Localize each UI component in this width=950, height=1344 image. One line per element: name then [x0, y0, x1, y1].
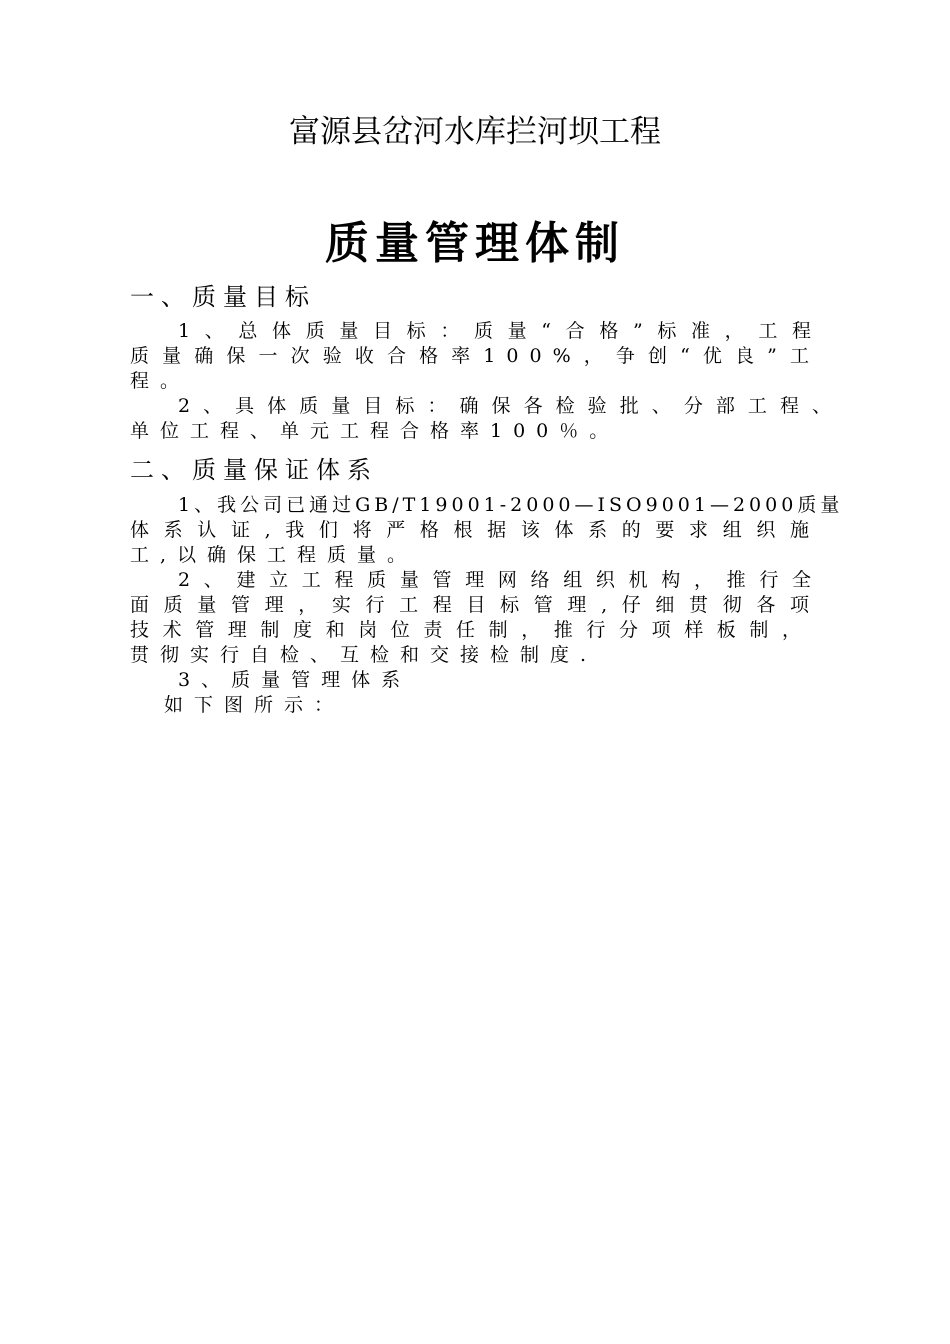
paragraph-line: 1、我公司已通过GB/T19001-2000—ISO9001—2000质量 — [178, 494, 844, 516]
paragraph-line: 工,以确保工程质量。 — [130, 544, 418, 566]
paragraph-line: 2、建立工程质量管理网络组织机构，推行全 — [178, 569, 822, 591]
paragraph-line: 3、质量管理体系 — [178, 669, 412, 691]
paragraph-line: 1、总体质量目标：质量“合格”标准，工程 — [178, 320, 822, 342]
paragraph-line: 质量确保一次验收合格率100%，争创“优良”工 — [130, 345, 820, 367]
paragraph-line: 体系认证,我们将严格根据该体系的要求组织施 — [130, 519, 820, 541]
paragraph-line: 如下图所示： — [164, 694, 345, 716]
section-heading-quality-assurance: 二、质量保证体系 — [130, 456, 378, 484]
project-title: 富源县岔河水库拦河坝工程 — [289, 114, 661, 150]
document-title: 质量管理体制 — [325, 218, 625, 269]
paragraph-line: 2、具体质量目标：确保各检验批、分部工程、 — [178, 395, 842, 417]
paragraph-line: 贯彻实行自检、互检和交接检制度. — [130, 644, 598, 666]
paragraph-line: 面质量管理，实行工程目标管理,仔细贯彻各项 — [130, 594, 820, 616]
paragraph-line: 技术管理制度和岗位责任制，推行分项样板制， — [130, 619, 812, 641]
paragraph-line: 单位工程、单元工程合格率100％。 — [130, 420, 620, 442]
section-heading-quality-goals: 一、质量目标 — [130, 283, 316, 311]
paragraph-line: 程。 — [130, 370, 191, 392]
